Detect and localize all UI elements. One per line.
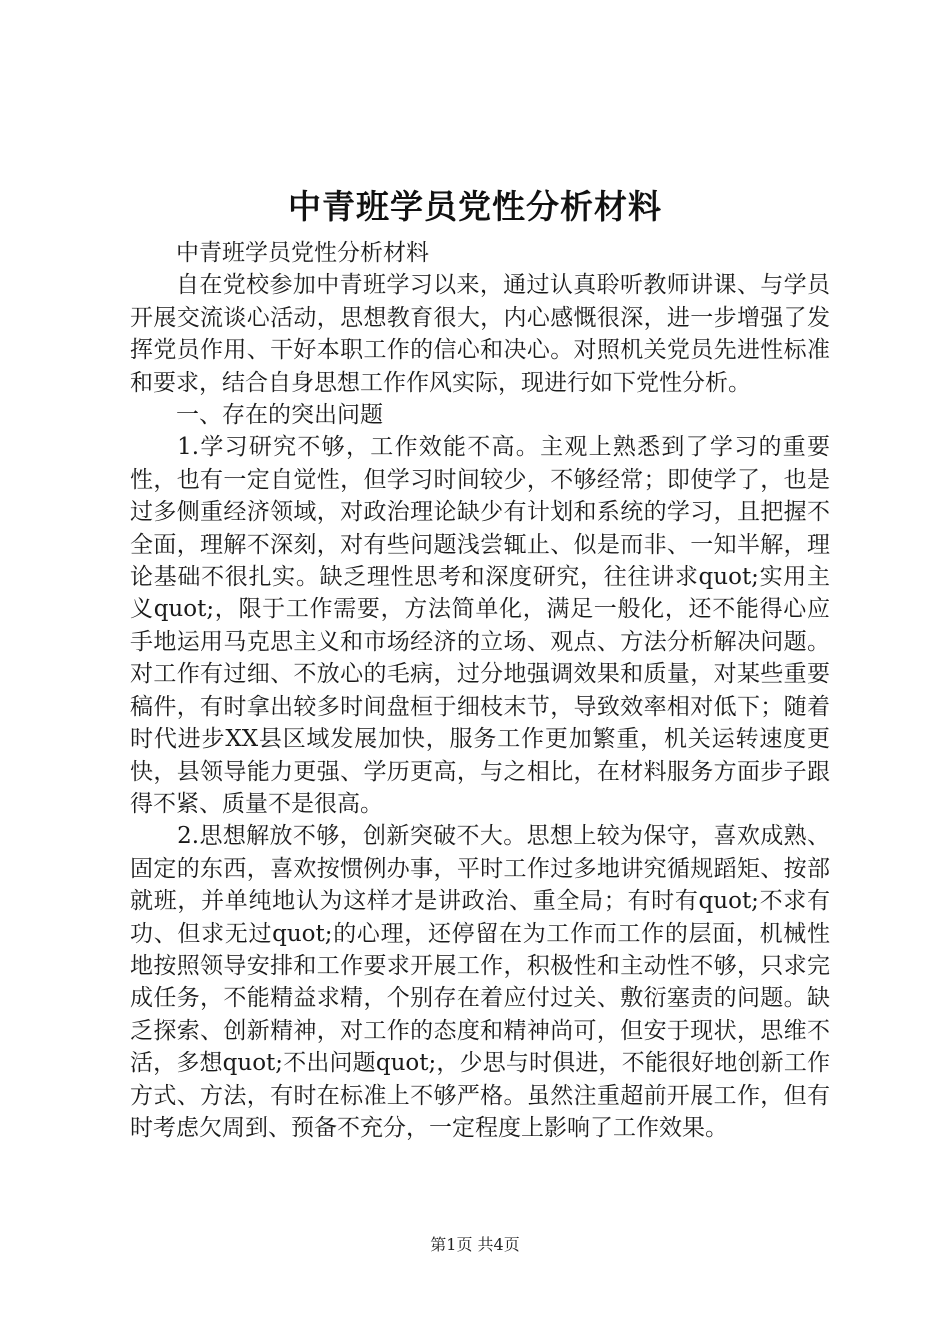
paragraph-item-2: 2.思想解放不够，创新突破不大。思想上较为保守，喜欢成熟、固定的东西，喜欢按惯例办事，平时工作过多地讲究循规蹈矩、按部就班，并单纯地认为这样才是讲政治、重全局；有时有quot;不求有功、但求无过quot;的心理，还停留在为工作而工作的层面，机械性地按照领导安排和工作要求开展工作，积极性和主动性不够，只求完成任务，不能精益求精，个别存在着应付过关、敷衍塞责的问题。缺乏探索、创新精神，对工作的态度和精神尚可，但安于现状，思维不活，多想quot;不出问题quot;，少思与时俱进，不能很好地创新工作方式、方法，有时在标准上不够严格。虽然注重超前开展工作，但有时考虑欠周到、预备不充分，一定程度上影响了工作效果。	[130, 823, 830, 1141]
page-title: 中青班学员党性分析材料	[288, 187, 662, 226]
document-body	[130, 237, 830, 1144]
section-heading: 一、存在的突出问题	[176, 402, 383, 429]
paragraph-intro: 自在党校参加中青班学习以来，通过认真聆听教师讲课、与学员开展交流谈心活动，思想教育很大，内心感慨很深，进一步增强了发挥党员作用、干好本职工作的信心和决心。对照机关党员先进性标准和要求，结合自身思想工作作风实际，现进行如下党性分析。	[130, 272, 830, 396]
page-number-footer: 第1页 共4页	[430, 1235, 520, 1254]
paragraph-subtitle: 中青班学员党性分析材料	[176, 240, 429, 266]
paragraph-item-1: 1.学习研究不够，工作效能不高。主观上熟悉到了学习的重要性，也有一定自觉性，但学习时间较少，不够经常；即使学了，也是过多侧重经济领域，对政治理论缺少有计划和系统的学习，且把握不全面，理解不深刻，对有些问题浅尝辄止、似是而非、一知半解，理论基础不很扎实。缺乏理性思考和深度研究，往往讲求quot;实用主义quot;，限于工作需要，方法简单化，满足一般化，还不能得心应手地运用马克思主义和市场经济的立场、观点、方法分析解决问题。对工作有过细、不放心的毛病，过分地强调效果和质量，对某些重要稿件，有时拿出较多时间盘桓于细枝末节，导致效率相对低下；随着时代进步XX县区域发展加快，服务工作更加繁重，机关运转速度更快，县领导能力更强、学历更高，与之相比，在材料服务方面步子跟得不紧、质量不是很高。	[130, 434, 830, 817]
